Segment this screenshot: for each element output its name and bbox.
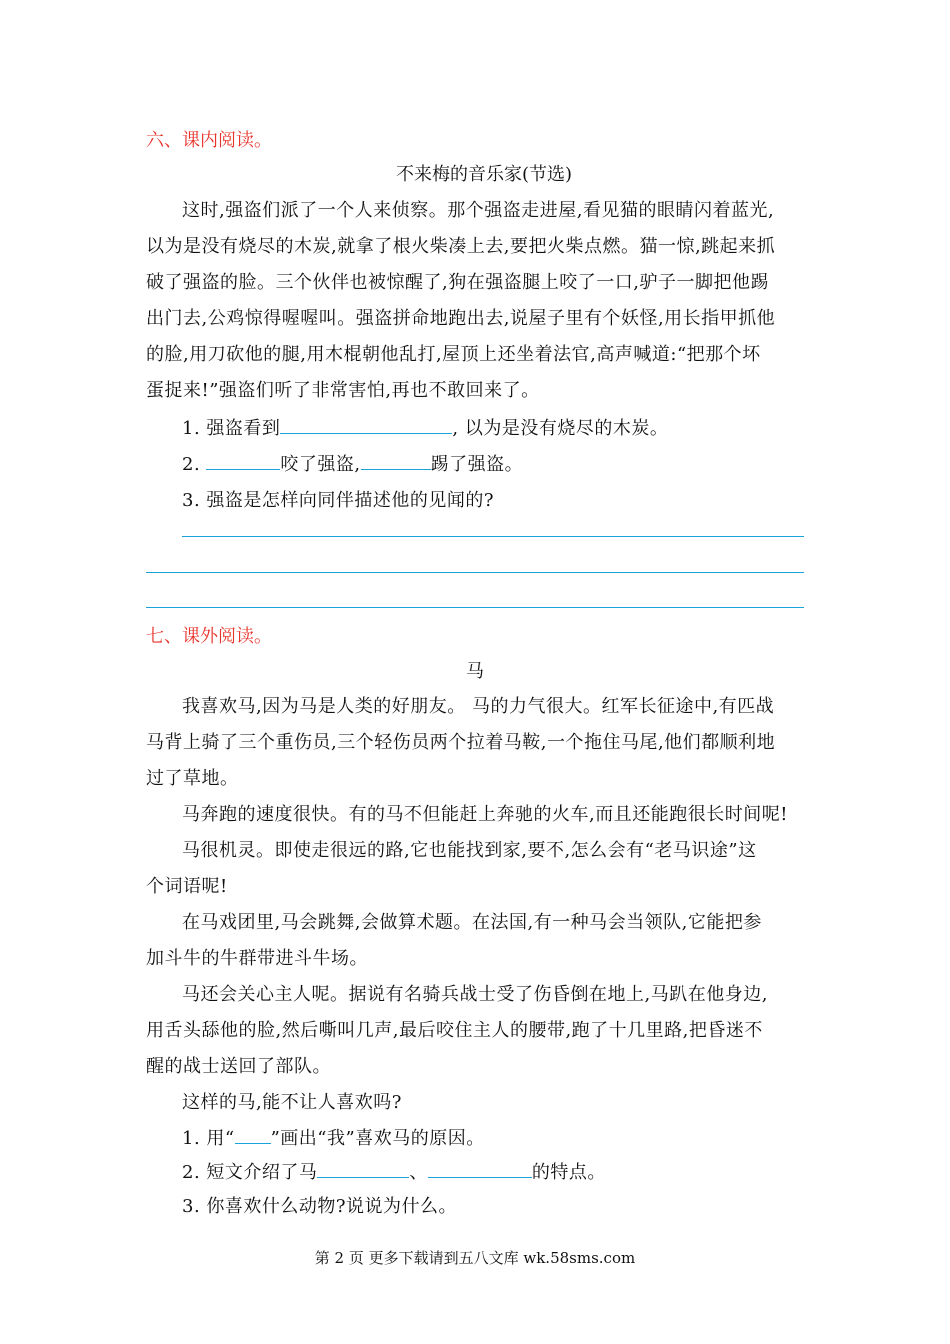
answer-blank[interactable]: [235, 1125, 271, 1144]
q1-prefix: 1. 强盗看到: [182, 418, 281, 439]
section7-line-2: 马背上骑了三个重伤员,三个轻伤员两个拉着马鞍,一个拖住马尾,他们都顺利地: [146, 732, 776, 753]
section7-line-6: 个词语呢!: [146, 876, 228, 897]
section7-question-1: [182, 1124, 485, 1150]
section7-line-5: 马很机灵。即使走很远的路,它也能找到家,要不,怎么会有“老马识途”这: [182, 840, 757, 861]
section7-question-2: [182, 1158, 606, 1184]
answer-line[interactable]: [146, 607, 804, 608]
answer-blank[interactable]: [206, 451, 280, 470]
q2-prefix: 2.: [182, 454, 201, 475]
section6-question-2: [182, 450, 523, 476]
q1-suffix: ”画出“我”喜欢马的原因。: [270, 1128, 485, 1149]
section7-line-4: 马奔跑的速度很快。有的马不但能赶上奔驰的火车,而且还能跑很长时间呢!: [182, 804, 788, 825]
answer-blank[interactable]: [280, 415, 452, 434]
section7-line-3: 过了草地。: [146, 768, 239, 789]
q2-prefix: 2. 短文介绍了马: [182, 1162, 318, 1183]
answer-line[interactable]: [182, 536, 804, 537]
section7-line-7: 在马戏团里,马会跳舞,会做算术题。在法国,有一种马会当领队,它能把参: [182, 912, 762, 933]
answer-blank[interactable]: [428, 1159, 532, 1178]
section7-line-1: 我喜欢马,因为马是人类的好朋友。 马的力气很大。红军长征途中,有匹战: [182, 696, 775, 717]
section6-line-4: 出门去,公鸡惊得喔喔叫。强盗拼命地跑出去,说屋子里有个妖怪,用长指甲抓他: [146, 308, 776, 329]
section6-question-3: 3. 强盗是怎样向同伴描述他的见闻的?: [182, 490, 495, 511]
section7-line-10: 用舌头舔他的脸,然后嘶叫几声,最后咬住主人的腰带,跑了十几里路,把昏迷不: [146, 1020, 763, 1041]
q2-suffix: 的特点。: [531, 1162, 606, 1183]
section7-question-3: 3. 你喜欢什么动物?说说为什么。: [182, 1196, 458, 1217]
section6-question-1: [182, 414, 668, 440]
page-footer: 第 2 页 更多下载请到五八文库 wk.58sms.com: [314, 1249, 636, 1267]
q2-suffix: 踢了强盗。: [430, 454, 524, 475]
section7-line-11: 醒的战士送回了部队。: [146, 1056, 331, 1077]
section7-line-9: 马还会关心主人呢。据说有名骑兵战士受了伤昏倒在地上,马趴在他身边,: [182, 984, 768, 1005]
q2-mid: 咬了强盗,: [280, 454, 361, 475]
section6-line-5: 的脸,用刀砍他的腿,用木棍朝他乱打,屋顶上还坐着法官,高声喊道:“把那个坏: [146, 344, 761, 365]
q1-prefix: 1. 用“: [182, 1128, 235, 1149]
section6-title: 不来梅的音乐家(节选): [396, 164, 573, 185]
section7-title: 马: [466, 661, 484, 682]
section6-line-3: 破了强盗的脸。三个伙伴也被惊醒了,狗在强盗腿上咬了一口,驴子一脚把他踢: [146, 272, 769, 293]
section6-line-2: 以为是没有烧尽的木炭,就拿了根火柴凑上去,要把火柴点燃。猫一惊,跳起来抓: [146, 236, 776, 257]
q2-mid: 、: [409, 1162, 428, 1183]
answer-line[interactable]: [146, 572, 804, 573]
q1-suffix: , 以为是没有烧尽的木炭。: [452, 418, 669, 439]
answer-blank[interactable]: [361, 451, 431, 470]
answer-blank[interactable]: [317, 1159, 409, 1178]
section6-line-1: 这时,强盗们派了一个人来侦察。那个强盗走进屋,看见猫的眼睛闪着蓝光,: [182, 200, 775, 221]
section7-line-8: 加斗牛的牛群带进斗牛场。: [146, 948, 368, 969]
section6-line-6: 蛋捉来!”强盗们听了非常害怕,再也不敢回来了。: [146, 380, 540, 401]
section6-heading: 六、课内阅读。: [146, 130, 272, 151]
section7-line-12: 这样的马,能不让人喜欢吗?: [182, 1092, 402, 1113]
section7-heading: 七、课外阅读。: [146, 626, 272, 647]
